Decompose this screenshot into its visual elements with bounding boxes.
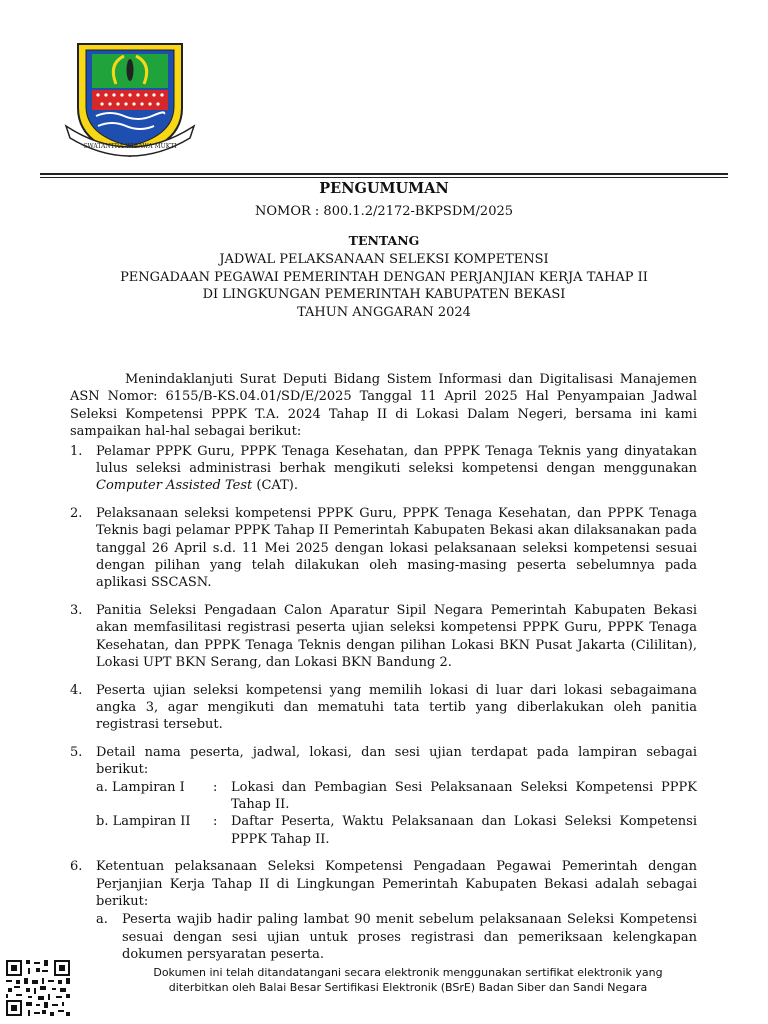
document-title: PENGUMUMAN	[319, 180, 449, 197]
list-item	[70, 443, 697, 495]
list-item	[70, 744, 697, 848]
esign-footer	[100, 966, 716, 995]
intro-paragraph: Menindaklanjuti Surat Deputi Bidang Sistem Informasi dan Digitalisasi Manajemen ASN Nomor: 6155/B-KS.04.01/SD/E/2025 Tanggal 11 April 2025 Hal Penyampaian Jadwal Seleksi Kompetensi PPPK T.A. 2024 Tahap II di Lokasi Dalam Negeri, bersama ini kami sampaikan hal-hal sebagai berikut:	[70, 372, 697, 440]
subject-line: JADWAL PELAKSANAAN SELEKSI KOMPETENSI	[219, 252, 549, 267]
item-number: 3.	[70, 602, 83, 618]
header-rule-thin	[40, 177, 728, 178]
item-number: 6.	[70, 859, 83, 875]
item-italic-term: Computer Assisted Test	[96, 478, 253, 494]
header-rule-thick	[40, 173, 728, 175]
list-item	[70, 602, 697, 672]
footer-line: diterbitkan oleh Balai Besar Sertifikasi Elektronik (BSrE) Badan Siber dan Sandi Negara	[168, 980, 648, 994]
document-number: NOMOR : 800.1.2/2172-BKPSDM/2025	[254, 204, 514, 219]
item-number: 4.	[70, 682, 83, 698]
sub-item	[96, 911, 697, 963]
qr-code-icon	[4, 958, 72, 1018]
item-text: Pelaksanaan seleksi kompetensi PPPK Guru, PPPK Tenaga Kesehatan, dan PPPK Tenaga Teknis bagi pelamar PPPK Tahap II Pemerintah Kabupaten Bekasi akan dilaksanakan pada tanggal 26 April s.d. 11 Mei 2025 dengan lokasi pelaksanaan seleksi kompetensi sesuai dengan pilihan yang telah dilakukan oleh masing-masing peserta sebelumnya pada aplikasi SSCASN.	[96, 505, 697, 591]
list-item	[70, 682, 697, 734]
attachment-description: Daftar Peserta, Waktu Pelaksanaan dan Lokasi Seleksi Kompetensi PPPK Tahap II.	[231, 814, 697, 847]
item-text: Ketentuan pelaksanaan Seleksi Kompetensi Pengadaan Pegawai Pemerintah dengan Perjanjian Kerja Tahap II di Lingkungan Pemerintah Kabupaten Bekasi adalah sebagai berikut:	[96, 859, 697, 909]
tentang-label: TENTANG	[348, 233, 420, 248]
document-subject	[40, 251, 728, 321]
list-item	[70, 858, 697, 963]
attachment-row	[96, 813, 697, 848]
item-text: Detail nama peserta, jadwal, lokasi, dan sesi ujian terdapat pada lampiran sebagai berikut:	[96, 744, 697, 778]
attachment-colon: :	[213, 814, 218, 830]
subject-line: DI LINGKUNGAN PEMERINTAH KABUPATEN BEKASI	[202, 287, 566, 302]
attachment-row	[96, 779, 697, 814]
announcement-list	[70, 443, 697, 964]
attachment-colon: :	[213, 779, 218, 795]
item-text-after: (CAT).	[252, 478, 298, 494]
emblem-motto: SWATANTRA WIBAWA MUKTI	[83, 143, 177, 150]
item-text: Panitia Seleksi Pengadaan Calon Aparatur Sipil Negara Pemerintah Kabupaten Bekasi akan memfasilitasi registrasi peserta ujian seleksi kompetensi PPPK Guru, PPPK Tenaga Kesehatan, dan PPPK Tenaga Teknis dengan pilihan Lokasi BKN Pusat Jakarta (Cililitan), Lokasi UPT BKN Serang, dan Lokasi BKN Bandung 2.	[96, 602, 697, 671]
document-body	[70, 371, 697, 974]
subject-line: PENGADAAN PEGAWAI PEMERINTAH DENGAN PERJANJIAN KERJA TAHAP II	[120, 269, 648, 285]
sub-item-text: Peserta wajib hadir paling lambat 90 menit sebelum pelaksanaan Seleksi Kompetensi sesuai dengan sesi ujian untuk proses registrasi dan pemeriksaan kelengkapan dokumen persyaratan peserta.	[122, 912, 697, 963]
item-number: 1.	[70, 443, 83, 459]
attachment-label: a. Lampiran I	[96, 779, 185, 795]
subject-line: TAHUN ANGGARAN 2024	[297, 304, 471, 320]
item-number: 2.	[70, 505, 83, 521]
footer-line: Dokumen ini telah ditandatangani secara elektronik menggunakan sertifikat elektronik yang	[153, 966, 663, 979]
item-text: Peserta ujian seleksi kompetensi yang memilih lokasi di luar dari lokasi sebagaimana angka 3, agar mengikuti dan mematuhi tata tertib yang diberlakukan oleh panitia registrasi tersebut.	[96, 682, 697, 733]
kabupaten-bekasi-emblem	[64, 40, 196, 162]
list-item	[70, 505, 697, 592]
attachment-label: b. Lampiran II	[96, 814, 191, 830]
attachment-description: Lokasi dan Pembagian Sesi Pelaksanaan Seleksi Kompetensi PPPK Tahap II.	[231, 779, 697, 812]
item-number: 5.	[70, 744, 83, 760]
sub-item-letter: a.	[96, 912, 108, 928]
item-text: Pelamar PPPK Guru, PPPK Tenaga Kesehatan, dan PPPK Tenaga Teknis yang dinyatakan lulus seleksi administrasi berhak mengikuti seleksi kompetensi dengan menggunakan	[96, 443, 697, 477]
